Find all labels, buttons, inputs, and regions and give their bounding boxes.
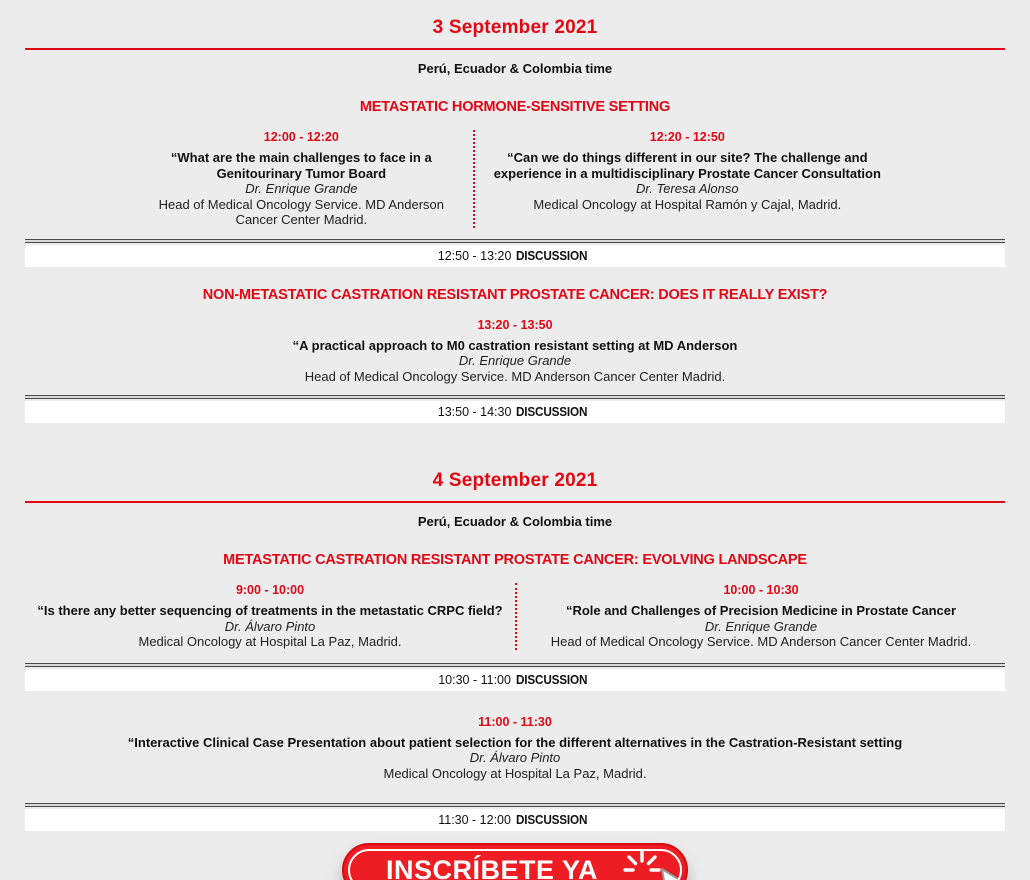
day-1-session-2	[473, 130, 900, 228]
day-1-red-divider	[25, 48, 1005, 50]
day-2-section	[0, 470, 1030, 831]
day-1-section	[0, 0, 1030, 423]
session-speaker: Dr. Álvaro Pinto	[469, 750, 561, 765]
session-time: 13:20 - 13:50	[477, 317, 553, 332]
discussion-label: DISCUSSION	[516, 248, 588, 263]
discussion-rule	[25, 663, 1005, 667]
session-title: “Can we do things different in our site? The challenge and experience in a multidisciplinary Prostate Cancer Consultation	[493, 150, 881, 181]
day-1-session-1	[130, 130, 473, 228]
day-2-topic-1-heading: METASTATIC CASTRATION RESISTANT PROSTATE CANCER: EVOLVING LANDSCAPE	[223, 552, 807, 568]
discussion-label: DISCUSSION	[515, 813, 588, 827]
day-1-topic-2-heading: NON-METASTATIC CASTRATION RESISTANT PROSTATE CANCER: DOES IT REALLY EXIST?	[202, 286, 828, 303]
session-title: “A practical approach to M0 castration resistant setting at MD Anderson	[292, 337, 738, 353]
discussion-band-1	[0, 239, 1030, 267]
day-1-session-3	[0, 318, 1030, 385]
discussion-band-2	[0, 395, 1030, 423]
discussion-rule	[25, 803, 1005, 807]
day-2-sessions-row	[25, 583, 1005, 650]
day-2-session-2	[515, 583, 1005, 650]
discussion-text	[25, 245, 1005, 267]
session-speaker: Dr. Álvaro Pinto	[224, 618, 316, 634]
session-speaker: Dr. Enrique Grande	[245, 181, 358, 196]
discussion-band-3	[0, 663, 1030, 691]
discussion-time: 10:30 - 11:00	[438, 672, 511, 687]
day-1-topic-1-heading: METASTATIC HORMONE-SENSITIVE SETTING	[359, 99, 671, 115]
day-2-date: 4 September 2021	[432, 470, 598, 491]
session-title: “Is there any better sequencing of treatments in the metastatic CRPC field?	[37, 603, 503, 618]
session-time: 12:20 - 12:50	[649, 130, 725, 144]
session-title: “What are the main challenges to face in a Genitourinary Tumor Board	[170, 150, 432, 181]
session-affiliation: Medical Oncology at Hospital La Paz, Madrid.	[138, 634, 402, 649]
cta-label: INSCRÍBETE YA	[385, 854, 599, 880]
session-affiliation: Head of Medical Oncology Service. MD Anderson Cancer Center Madrid.	[304, 368, 726, 384]
session-title: “Role and Challenges of Precision Medicine in Prostate Cancer	[565, 603, 957, 618]
day-1-date: 3 September 2021	[432, 17, 598, 38]
day-1-timezone: Perú, Ecuador & Colombia time	[417, 61, 613, 76]
day-1-sessions-row	[130, 130, 900, 228]
discussion-time: 13:50 - 14:30	[437, 405, 512, 419]
session-time: 11:00 - 11:30	[478, 714, 552, 729]
day-2-session-1	[25, 583, 515, 650]
session-speaker: Dr. Teresa Alonso	[636, 181, 739, 196]
discussion-time: 11:30 - 12:00	[438, 813, 511, 827]
click-cursor-icon	[618, 861, 714, 880]
discussion-band-4	[0, 803, 1030, 831]
day-2-session-3	[0, 715, 1030, 782]
discussion-label: DISCUSSION	[515, 672, 588, 687]
discussion-text	[25, 401, 1005, 423]
discussion-label: DISCUSSION	[516, 405, 588, 419]
session-affiliation: Medical Oncology at Hospital Ramón y Cajal, Madrid.	[533, 196, 842, 212]
session-time: 12:00 - 12:20	[263, 130, 339, 144]
cta-area	[0, 843, 1030, 880]
session-time: 10:00 - 10:30	[723, 583, 799, 597]
day-2-red-divider	[25, 501, 1005, 503]
session-speaker: Dr. Enrique Grande	[458, 353, 572, 368]
session-time: 9:00 - 10:00	[235, 583, 305, 597]
discussion-text	[25, 669, 1005, 691]
day-2-timezone: Perú, Ecuador & Colombia time	[417, 514, 613, 529]
inscribete-ya-button[interactable]	[342, 843, 688, 880]
discussion-text	[25, 809, 1005, 831]
session-speaker: Dr. Enrique Grande	[704, 618, 818, 634]
session-title: “Interactive Clinical Case Presentation about patient selection for the different alternatives in the Castration-Resistant setting	[127, 734, 903, 750]
discussion-rule	[25, 239, 1005, 243]
session-affiliation: Head of Medical Oncology Service. MD Anderson Cancer Center Madrid.	[158, 196, 445, 227]
session-affiliation: Medical Oncology at Hospital La Paz, Madrid.	[383, 765, 647, 781]
discussion-time: 12:50 - 13:20	[437, 248, 512, 263]
session-affiliation: Head of Medical Oncology Service. MD Anderson Cancer Center Madrid.	[550, 634, 972, 649]
discussion-rule	[25, 395, 1005, 399]
